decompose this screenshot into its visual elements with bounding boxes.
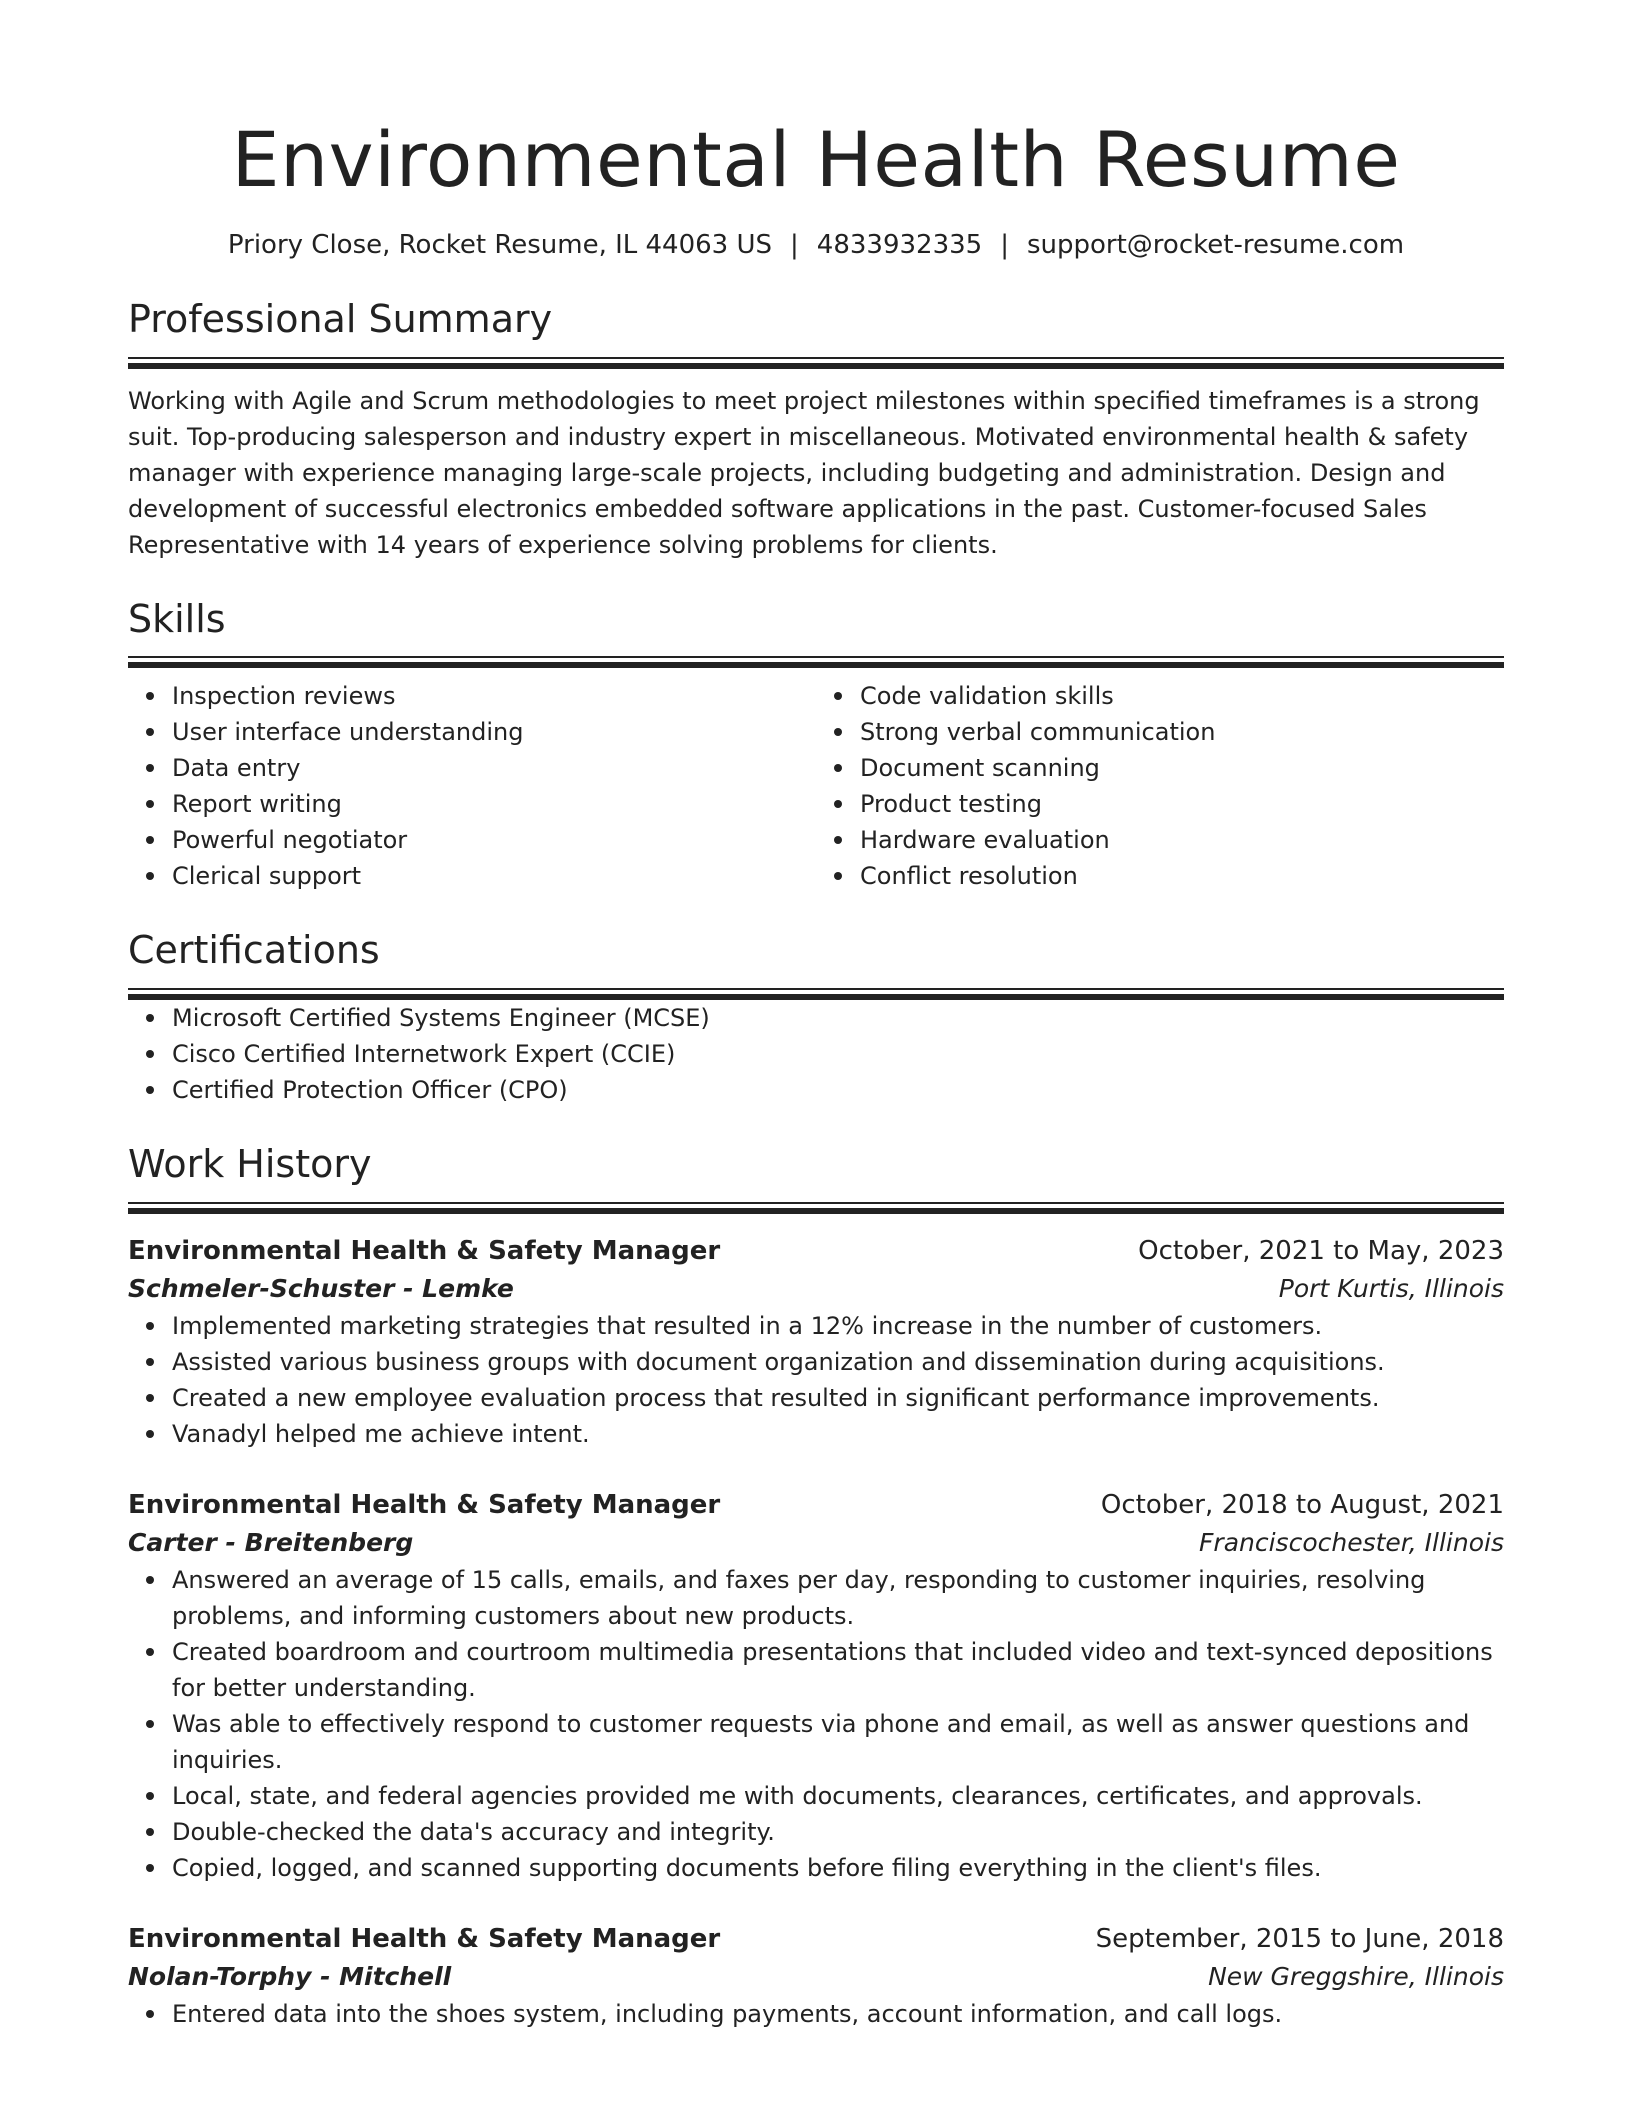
job-bullet: Entered data into the shoes system, including payments, account information, and call logs. <box>172 1996 1504 2032</box>
summary-section <box>128 297 1504 563</box>
skills-column-right <box>816 678 1504 894</box>
job-company: Carter - Breitenberg <box>128 1527 414 1557</box>
contact-phone: 4833932335 <box>816 230 983 261</box>
job-bullet: Created boardroom and courtroom multimedia presentations that included video and text-synced depositions for better understanding. <box>172 1634 1504 1706</box>
job-bullet: Was able to effectively respond to customer requests via phone and email, as well as answer questions and inquiries. <box>172 1706 1504 1778</box>
work-history-section <box>128 1142 1504 2032</box>
job-company: Schmeler-Schuster - Lemke <box>128 1273 514 1303</box>
job-entry <box>128 1486 1504 1886</box>
skills-list-right <box>816 678 1504 894</box>
certification-item: Cisco Certified Internetwork Expert (CCIE) <box>172 1036 1504 1072</box>
contact-separator: | <box>790 230 799 261</box>
job-dates: October, 2021 to May, 2023 <box>1138 1235 1504 1266</box>
contact-line <box>128 229 1504 263</box>
job-bullet: Double-checked the data's accuracy and integrity. <box>172 1814 1504 1850</box>
skill-item: Report writing <box>172 786 816 822</box>
contact-address: Priory Close, Rocket Resume, IL 44063 US <box>227 230 773 261</box>
job-location: New Greggshire, Illinois <box>1208 1961 1504 1991</box>
job-bullet: Local, state, and federal agencies provided me with documents, clearances, certificates, and approvals. <box>172 1778 1504 1814</box>
job-bullets <box>128 1996 1504 2032</box>
skill-item: Clerical support <box>172 858 816 894</box>
job-company-row <box>128 1270 1504 1308</box>
job-dates: September, 2015 to June, 2018 <box>1095 1923 1504 1954</box>
job-bullet: Created a new employee evaluation process that resulted in significant performance improvements. <box>172 1380 1504 1416</box>
skills-grid <box>128 678 1504 894</box>
job-location: Franciscochester, Illinois <box>1199 1527 1504 1557</box>
skill-item: Conflict resolution <box>860 858 1504 894</box>
skill-item: User interface understanding <box>172 714 816 750</box>
certifications-section <box>128 928 1504 1108</box>
job-bullet: Assisted various business groups with document organization and dissemination during acquisitions. <box>172 1344 1504 1380</box>
skill-item: Inspection reviews <box>172 678 816 714</box>
job-title: Environmental Health & Safety Manager <box>128 1489 721 1520</box>
skills-list-left <box>128 678 816 894</box>
summary-heading: Professional Summary <box>128 297 553 342</box>
job-title: Environmental Health & Safety Manager <box>128 1923 721 1954</box>
skills-section <box>128 597 1504 895</box>
job-entry <box>128 1920 1504 2032</box>
skills-heading: Skills <box>128 596 226 641</box>
job-location: Port Kurtis, Illinois <box>1278 1273 1504 1303</box>
job-company: Nolan-Torphy - Mitchell <box>128 1961 452 1991</box>
job-bullets <box>128 1308 1504 1452</box>
skill-item: Data entry <box>172 750 816 786</box>
skill-item: Code validation skills <box>860 678 1504 714</box>
certification-item: Certified Protection Officer (CPO) <box>172 1072 1504 1108</box>
contact-separator: | <box>1000 230 1009 261</box>
job-company-row <box>128 1958 1504 1996</box>
summary-text: Working with Agile and Scrum methodologies to meet project milestones within specified timeframes is a strong suit. Top-producing salesperson and industry expert in miscellaneous. Motivated environmental health & safety manager with experience managing large-scale projects, including budgeting and administration. Design and development of successful electronics embedded software applications in the past. Customer-focused Sales Representative with 14 years of experience solving problems for clients. <box>128 386 1480 559</box>
skill-item: Powerful negotiator <box>172 822 816 858</box>
resume-title: Environmental Health Resume <box>231 115 1401 204</box>
skills-column-left <box>128 678 816 894</box>
certifications-heading: Certifications <box>128 928 380 973</box>
skill-item: Strong verbal communication <box>860 714 1504 750</box>
job-title-row <box>128 1920 1504 1958</box>
section-divider <box>128 1202 1504 1214</box>
skill-item: Product testing <box>860 786 1504 822</box>
job-bullet: Answered an average of 15 calls, emails, and faxes per day, responding to customer inquiries, resolving problems, and informing customers about new products. <box>172 1562 1504 1634</box>
job-company-row <box>128 1524 1504 1562</box>
section-divider <box>128 357 1504 369</box>
job-entry <box>128 1232 1504 1452</box>
job-bullet: Copied, logged, and scanned supporting documents before filing everything in the client's files. <box>172 1850 1504 1886</box>
job-bullet: Implemented marketing strategies that resulted in a 12% increase in the number of customers. <box>172 1308 1504 1344</box>
job-dates: October, 2018 to August, 2021 <box>1100 1489 1504 1520</box>
job-bullet: Vanadyl helped me achieve intent. <box>172 1416 1504 1452</box>
work-history-heading: Work History <box>128 1141 372 1186</box>
job-title-row <box>128 1232 1504 1270</box>
certification-item: Microsoft Certified Systems Engineer (MCSE) <box>172 1000 1504 1036</box>
certifications-list <box>128 1000 1504 1108</box>
skill-item: Document scanning <box>860 750 1504 786</box>
contact-email: support@rocket-resume.com <box>1026 230 1405 261</box>
skill-item: Hardware evaluation <box>860 822 1504 858</box>
section-divider <box>128 988 1504 1000</box>
job-title: Environmental Health & Safety Manager <box>128 1235 721 1266</box>
section-divider <box>128 656 1504 668</box>
job-title-row <box>128 1486 1504 1524</box>
job-bullets <box>128 1562 1504 1886</box>
